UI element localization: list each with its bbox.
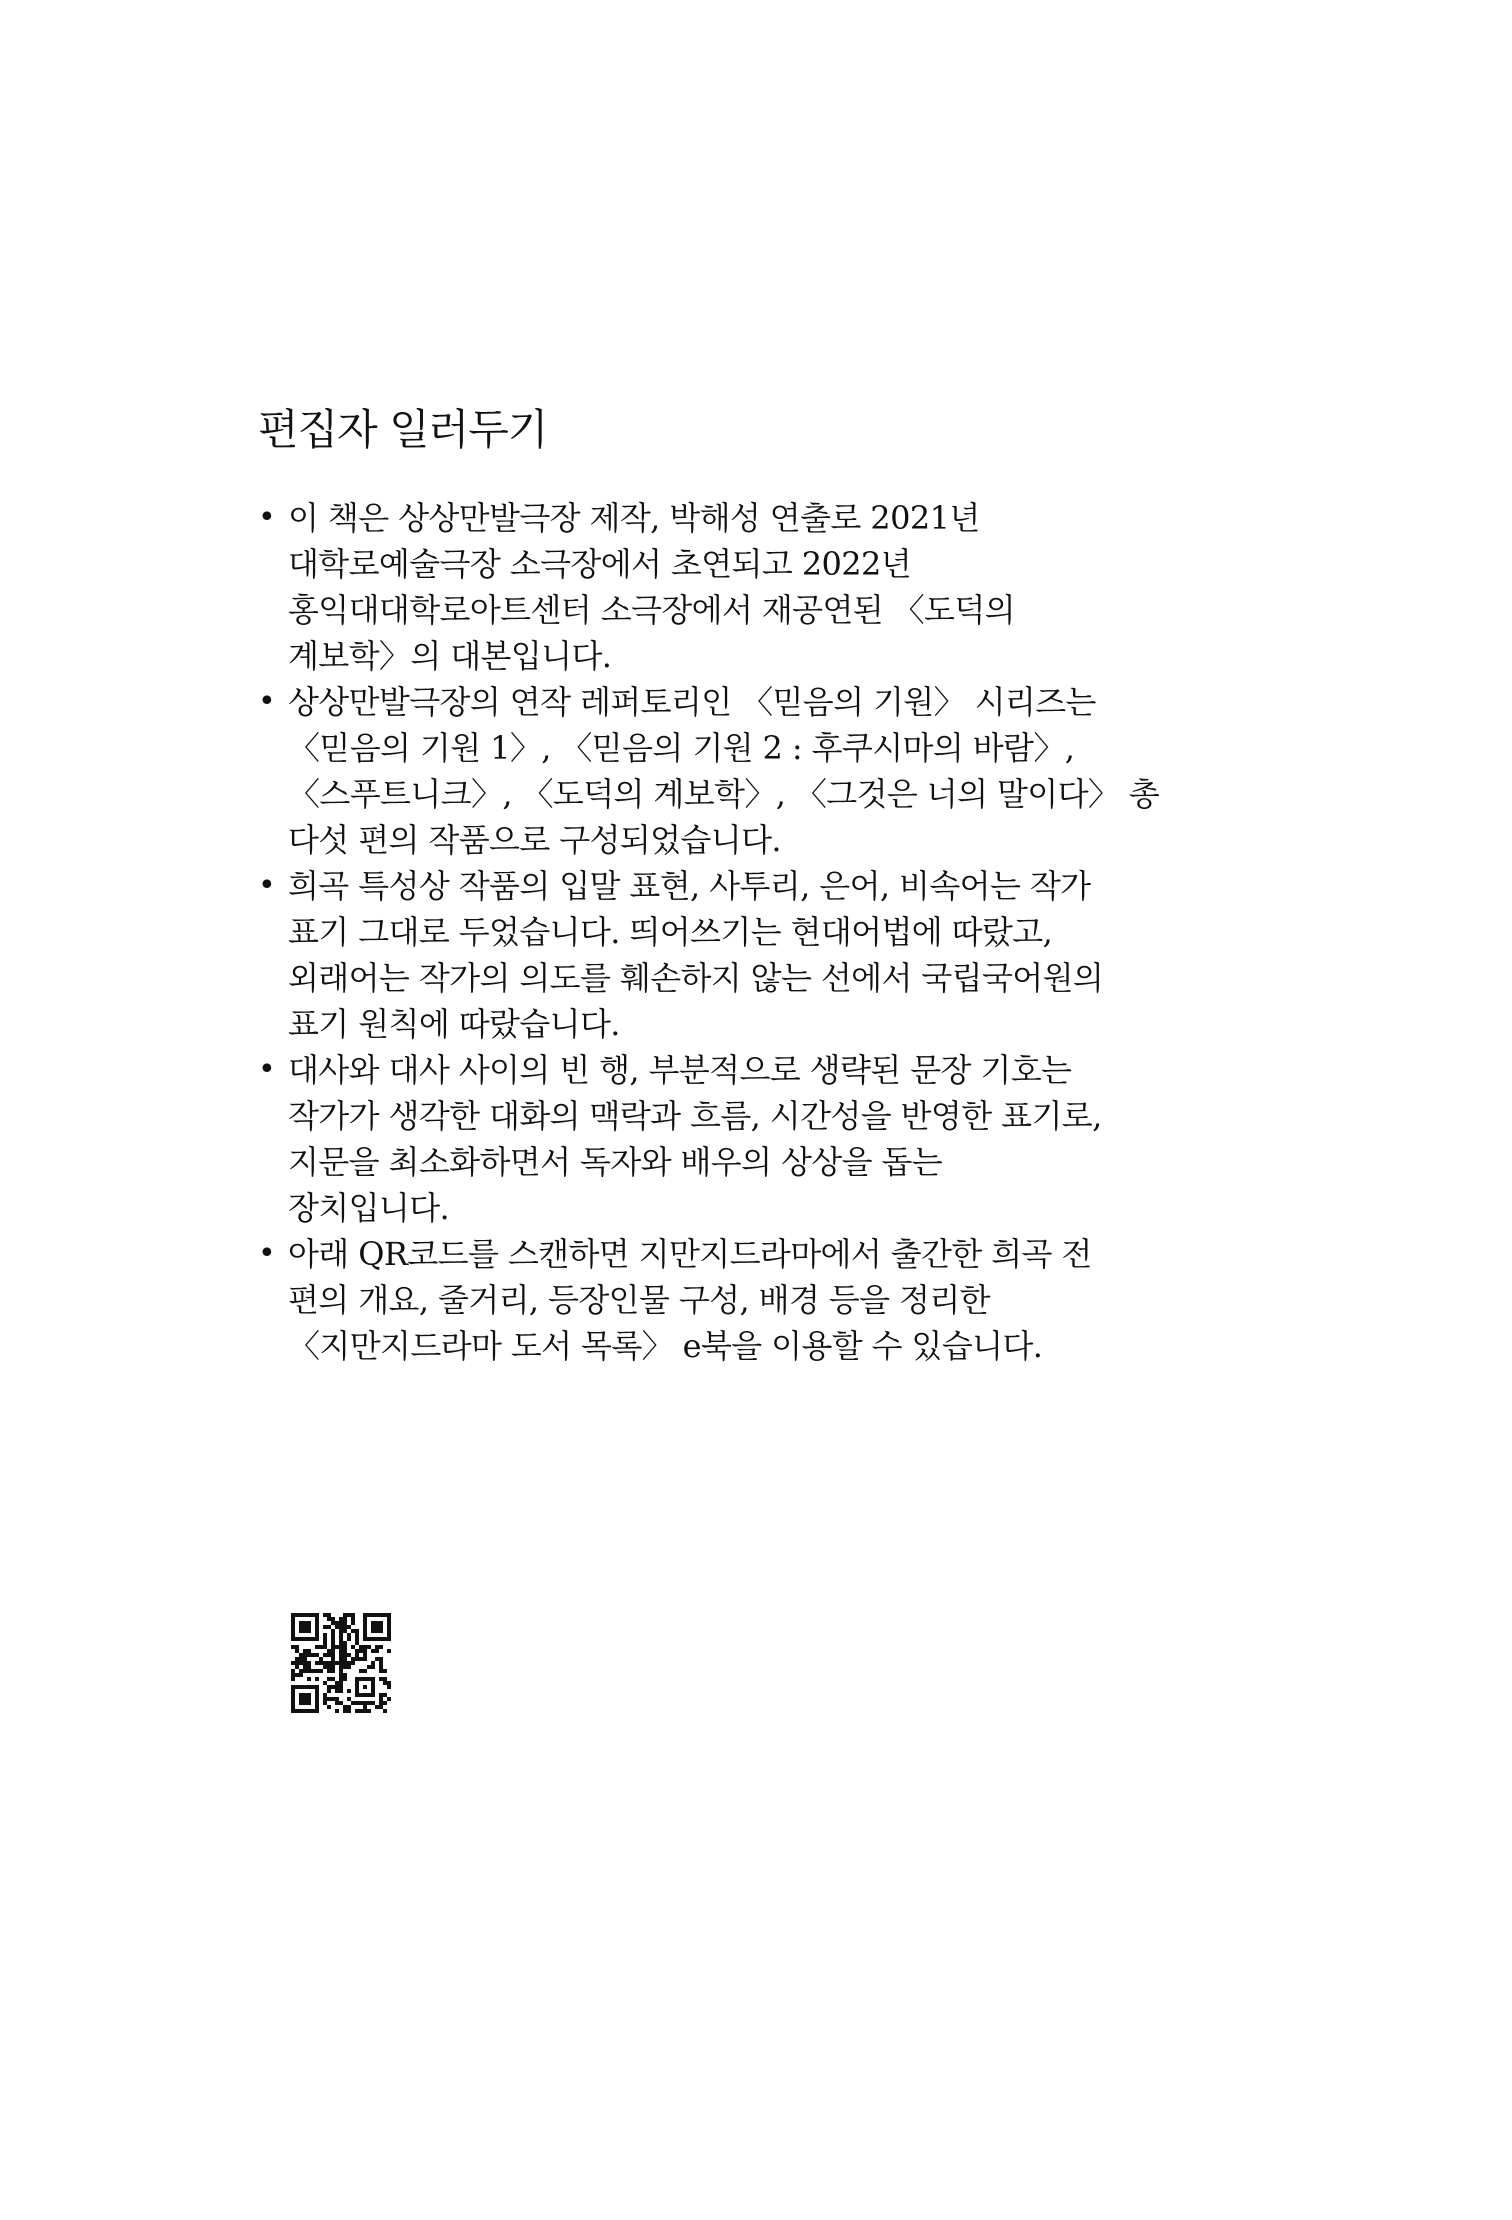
note-line: 이 책은 상상만발극장 제작, 박해성 연출로 2021년 <box>288 499 980 537</box>
list-item <box>258 1231 1258 1369</box>
list-item <box>258 863 1258 1047</box>
bullet-icon: • <box>258 500 276 535</box>
note-line: 계보학〉의 대본입니다. <box>288 637 612 675</box>
note-line: 〈지만지드라마 도서 목록〉 e북을 이용할 수 있습니다. <box>288 1327 1043 1365</box>
note-line: 지문을 최소화하면서 독자와 배우의 상상을 돕는 <box>288 1143 943 1181</box>
note-line: 홍익대대학로아트센터 소극장에서 재공연된 〈도덕의 <box>288 591 1015 629</box>
note-line: 외래어는 작가의 의도를 훼손하지 않는 선에서 국립국어원의 <box>288 959 1104 997</box>
list-item <box>258 1047 1258 1231</box>
bullet-icon: • <box>258 1236 276 1271</box>
note-line: 〈믿음의 기원 1〉, 〈믿음의 기원 2 : 후쿠시마의 바람〉, <box>288 729 1075 767</box>
bullet-icon: • <box>258 868 276 903</box>
note-line: 상상만발극장의 연작 레퍼토리인 〈믿음의 기원〉 시리즈는 <box>288 683 1096 721</box>
note-line: 표기 그대로 두었습니다. 띄어쓰기는 현대어법에 따랐고, <box>288 913 1053 951</box>
page-title: 편집자 일러두기 <box>258 405 548 454</box>
list-item <box>258 495 1258 679</box>
qr-code-icon[interactable] <box>291 1613 391 1713</box>
note-line: 〈스푸트니크〉, 〈도덕의 계보학〉, 〈그것은 너의 말이다〉 총 <box>288 775 1160 813</box>
note-line: 표기 원칙에 따랐습니다. <box>288 1005 620 1043</box>
note-line: 희곡 특성상 작품의 입말 표현, 사투리, 은어, 비속어는 작가 <box>288 867 1091 905</box>
bullet-icon: • <box>258 684 276 719</box>
note-line: 다섯 편의 작품으로 구성되었습니다. <box>288 821 781 859</box>
note-line: 대사와 대사 사이의 빈 행, 부분적으로 생략된 문장 기호는 <box>288 1051 1072 1089</box>
editorial-notes-list <box>258 495 1258 1369</box>
qr-code-graphic <box>291 1613 391 1713</box>
note-line: 작가가 생각한 대화의 맥락과 흐름, 시간성을 반영한 표기로, <box>288 1097 1102 1135</box>
note-line: 아래 QR코드를 스캔하면 지만지드라마에서 출간한 희곡 전 <box>288 1235 1092 1273</box>
note-line: 장치입니다. <box>288 1189 450 1227</box>
note-line: 대학로예술극장 소극장에서 초연되고 2022년 <box>288 545 912 583</box>
note-line: 편의 개요, 줄거리, 등장인물 구성, 배경 등을 정리한 <box>288 1281 990 1319</box>
bullet-icon: • <box>258 1052 276 1087</box>
list-item <box>258 679 1258 863</box>
